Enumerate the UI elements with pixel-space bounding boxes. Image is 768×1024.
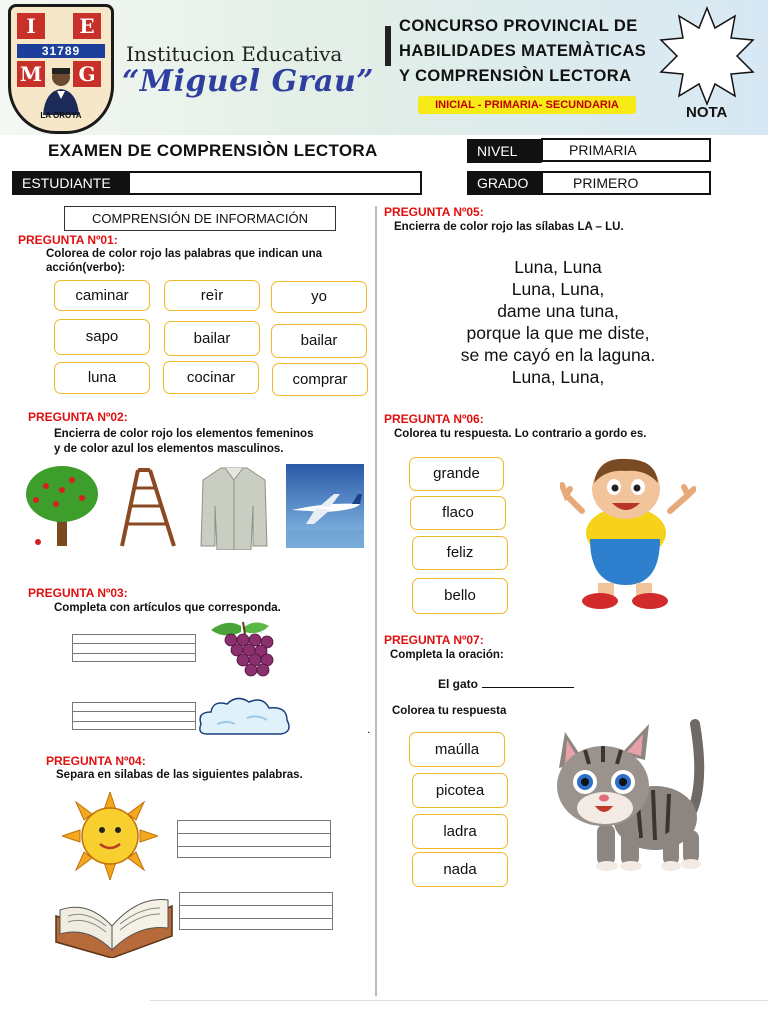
column-divider: [375, 206, 377, 996]
q4-answer-lines[interactable]: [179, 892, 333, 930]
contest-title-line: CONCURSO PROVINCIAL DE: [399, 17, 638, 35]
q2-instruction-line1: Encierra de color rojo los elementos femeninos: [54, 428, 314, 440]
q3-instruction: Completa con artículos que corresponda.: [54, 602, 281, 614]
poem-line[interactable]: Luna, Luna: [514, 257, 602, 277]
q1-word-option[interactable]: reìr: [164, 280, 260, 311]
grado-label: GRADO: [467, 171, 541, 195]
poem-line[interactable]: se me cayó en la laguna.: [460, 345, 656, 365]
cartoon-boy-image: [560, 455, 696, 611]
grado-field[interactable]: PRIMERO: [541, 171, 711, 195]
q7-option[interactable]: picotea: [412, 773, 508, 808]
q5-instruction: Encierra de color rojo las sílabas LA – LU.: [394, 221, 624, 233]
estudiante-field[interactable]: [128, 171, 422, 195]
institution-name-line1: Institucion Educativa: [126, 42, 343, 66]
title-bar-decoration: [385, 26, 391, 66]
q4-title: PREGUNTA Nº04:: [46, 754, 146, 768]
q7-blank[interactable]: [482, 676, 574, 688]
shield-code: 31789: [17, 44, 105, 58]
header-band: [0, 0, 768, 135]
contest-title-line: HABILIDADES MATEMÀTICAS: [399, 42, 647, 60]
shield-letter: M: [17, 61, 45, 87]
poem-line[interactable]: porque la que me diste,: [466, 323, 650, 343]
q7-option[interactable]: maúlla: [409, 732, 505, 767]
q2-instruction-line2: y de color azul los elementos masculinos.: [54, 443, 284, 455]
q1-title: PREGUNTA Nº01:: [18, 233, 118, 247]
school-shield-logo: [8, 4, 114, 134]
q7-option[interactable]: ladra: [412, 814, 508, 849]
q6-option[interactable]: feliz: [412, 536, 508, 570]
q1-word-option[interactable]: caminar: [54, 280, 150, 311]
stray-mark: .: [367, 722, 371, 736]
q3-answer-lines[interactable]: [72, 702, 196, 730]
nivel-label: NIVEL: [467, 139, 541, 163]
shirt-image[interactable]: [199, 466, 269, 550]
q7-title: PREGUNTA Nº07:: [384, 633, 484, 647]
q7-option[interactable]: nada: [412, 852, 508, 887]
q1-word-option[interactable]: yo: [271, 281, 367, 313]
q4-instruction: Separa en silabas de las siguientes palabras.: [56, 769, 303, 781]
grapes-image[interactable]: [207, 618, 283, 680]
q7-sentence: [438, 676, 574, 691]
poem-line[interactable]: dame una tuna,: [497, 301, 619, 321]
ladder-image[interactable]: [118, 466, 180, 548]
q5-poem: [400, 256, 716, 388]
levels-banner: INICIAL - PRIMARIA- SECUNDARIA: [418, 96, 636, 114]
shield-town: LA OROYA: [40, 111, 82, 120]
q4-answer-lines[interactable]: [177, 820, 331, 858]
q1-word-option[interactable]: sapo: [54, 319, 150, 355]
q7-instruction: Completa la oración:: [390, 649, 504, 661]
nota-star-icon: [657, 6, 757, 106]
poem-line[interactable]: Luna, Luna,: [511, 367, 605, 387]
q1-word-option[interactable]: bailar: [164, 321, 260, 356]
cartoon-cat-image: [545, 714, 709, 874]
q1-word-option[interactable]: bailar: [271, 324, 367, 358]
estudiante-label: ESTUDIANTE: [12, 171, 128, 195]
contest-title-line: Y COMPRENSIÒN LECTORA: [399, 67, 632, 85]
q2-title: PREGUNTA Nº02:: [28, 410, 128, 424]
contest-title: [399, 14, 646, 89]
book-image[interactable]: [52, 886, 176, 958]
section-title: COMPRENSIÓN DE INFORMACIÓN: [64, 206, 336, 231]
q1-word-option[interactable]: luna: [54, 362, 150, 394]
airplane-image[interactable]: [286, 464, 364, 548]
q7-instruction2: Colorea tu respuesta: [392, 705, 507, 717]
institution-name-line2: “Miguel Grau”: [122, 64, 375, 99]
q3-answer-lines[interactable]: [72, 634, 196, 662]
q6-option[interactable]: bello: [412, 578, 508, 614]
q1-word-option[interactable]: comprar: [272, 363, 368, 396]
sun-image[interactable]: [62, 792, 158, 880]
cloud-image[interactable]: [197, 694, 293, 742]
shield-letter: G: [73, 61, 101, 87]
q6-option[interactable]: grande: [409, 457, 504, 491]
shield-portrait-icon: [39, 65, 83, 115]
q6-title: PREGUNTA Nº06:: [384, 412, 484, 426]
nivel-field[interactable]: PRIMARIA: [541, 138, 711, 162]
shield-letter: E: [73, 13, 101, 39]
exam-title: EXAMEN DE COMPRENSIÒN LECTORA: [48, 141, 378, 160]
q1-instruction: Colorea de color rojo las palabras que indican una acción(verbo):: [46, 248, 323, 274]
q1-word-option[interactable]: cocinar: [163, 361, 259, 394]
q7-sentence-text: El gato: [438, 677, 479, 691]
q6-instruction: Colorea tu respuesta. Lo contrario a gordo es.: [394, 428, 647, 440]
shield-letter: I: [17, 13, 45, 39]
page-bottom-rule: [150, 1000, 768, 1001]
q3-title: PREGUNTA Nº03:: [28, 586, 128, 600]
nota-label: NOTA: [686, 104, 728, 121]
poem-line[interactable]: Luna, Luna,: [511, 279, 605, 299]
tree-image[interactable]: [22, 464, 104, 548]
q6-option[interactable]: flaco: [410, 496, 506, 530]
q5-title: PREGUNTA Nº05:: [384, 205, 484, 219]
